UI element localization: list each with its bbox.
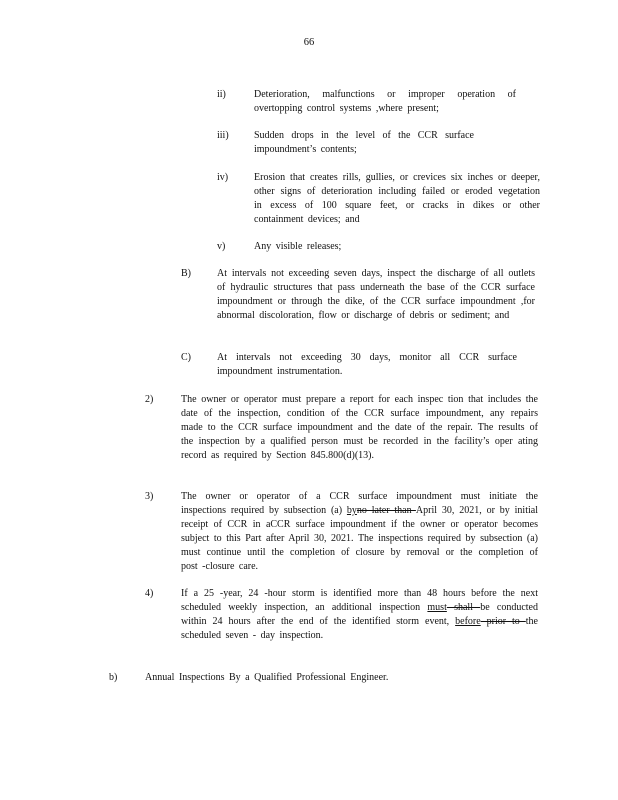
item-text: Sudden drops in the level of the CCR surface impoundment’s contents; [254,130,474,155]
item-text: Erosion that creates rills, gullies, or crevices six inches or deeper, other signs of deterioration including failed or eroded vegetation in excess of 100 square feet, or cracks in dikes or other containment devices; and [254,172,540,225]
deleted-text: prior to [480,616,526,627]
item-text-part: The owner or operator of a CCR surface impoundment must initiate the inspections required by subsection (a) [181,491,538,516]
inserted-text: before [455,616,481,627]
item-marker: C) [181,352,191,363]
item-marker: 3) [145,491,154,502]
deleted-text: shall [446,602,481,613]
item-text: The owner or operator must prepare a report for each inspec tion that includes the date of the inspection, condition of the CCR surface impoundment, any repairs made to the CCR surface impoundment and the date of the repair. The results of the inspection by a qualified person must be recorded in the facility’s oper ating record as required by Section 845.800(d)(13). [181,394,538,461]
item-text-part: If a 25 -year, 24 -hour storm is identified more than 48 hours before the next scheduled weekly inspection, an additional inspection [181,588,538,613]
item-marker: B) [181,268,191,279]
inserted-text: by [346,505,357,516]
item-text [181,587,538,643]
item-marker: 2) [145,394,154,405]
page-number: 66 [303,37,315,48]
item-marker: iv) [217,172,229,183]
section-title: Annual Inspections By a Qualified Professional Engineer. [145,672,389,683]
item-marker: v) [217,241,226,252]
item-marker: iii) [217,130,229,141]
item-marker: 4) [145,588,154,599]
inserted-text: must [427,602,447,613]
item-text: At intervals not exceeding 30 days, monitor all CCR surface impoundment instrumentation. [217,352,517,377]
item-marker: ii) [217,89,226,100]
item-text: Deterioration, malfunctions or improper operation of overtopping control systems ,where present; [254,89,516,114]
item-text-part: the scheduled seven - day inspection. [181,616,538,641]
item-text: At intervals not exceeding seven days, inspect the discharge of all outlets of hydraulic structures that pass underneath the base of the CCR surface impoundment or through the dike, of the CCR surface impoundment ,for abnormal discoloration, flow or discharge of debris or sediment; and [217,268,535,321]
item-text: Any visible releases; [254,241,342,252]
deleted-text: no later than [356,505,416,516]
item-text-part: April 30, 2021, or by initial receipt of CCR in aCCR surface impoundment if the owner or operator becomes subject to this Part after April 30, 2021. The inspections required by subsection (a) must continue until the completion of closure by removal or the completion of post -closure care. [181,505,538,572]
item-text-part: be conducted within 24 hours after the end of the identified storm event, [181,602,538,627]
item-text [181,490,538,574]
section-marker: b) [109,672,118,683]
